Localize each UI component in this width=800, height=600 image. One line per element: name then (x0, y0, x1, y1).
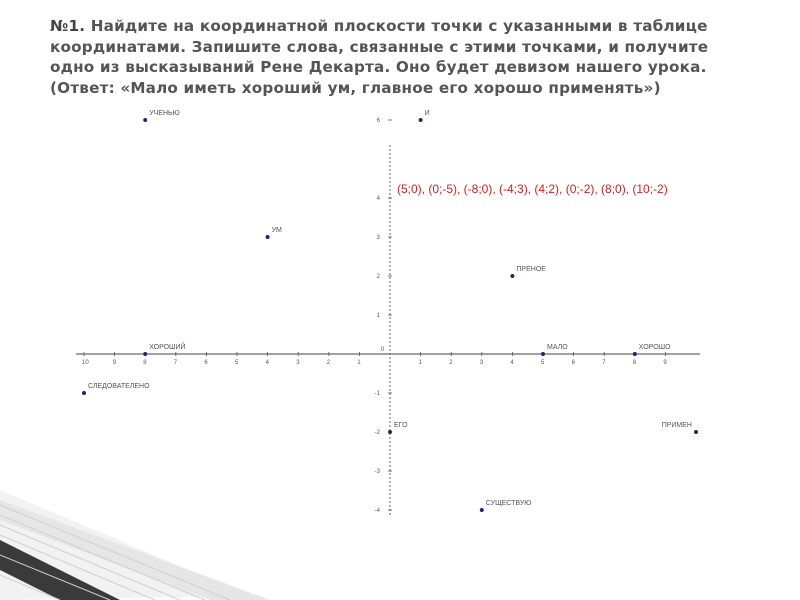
y-tick-label: 1 (376, 313, 380, 319)
x-tick-label: 6 (571, 360, 575, 366)
y-tick-label: 2 (376, 274, 380, 280)
x-tick-label: 1 (418, 360, 422, 366)
point-word-label: ХОРОШИЙ (149, 344, 186, 351)
x-tick-label: 7 (173, 360, 178, 366)
point-marker (143, 118, 147, 122)
x-tick-label: 3 (479, 360, 484, 366)
y-tick-label: -2 (374, 430, 380, 436)
y-tick-label: -1 (374, 391, 380, 397)
x-tick-label: 10 (82, 360, 89, 366)
point-word-label: УЧЕНЬЮ (149, 110, 180, 117)
y-tick-label: 3 (376, 235, 380, 241)
point-word-label: УМ (271, 227, 282, 234)
point-marker (82, 391, 86, 395)
point-marker (633, 352, 637, 356)
x-tick-label: 8 (143, 360, 147, 366)
point-word-label: СЛЕДОВАТЕЛЕНО (88, 383, 150, 390)
point-word-label: СУЩЕСТВУЮ (485, 500, 532, 507)
y-tick-label: -3 (374, 469, 380, 475)
point-marker (388, 430, 392, 434)
point-marker (480, 508, 484, 512)
x-tick-label: 2 (326, 360, 331, 366)
axis-ticks (82, 118, 667, 514)
x-tick-label: 1 (357, 360, 361, 366)
y-tick-label: 6 (376, 118, 380, 124)
x-tick-label: 8 (632, 360, 637, 366)
point-word-label: ЕГО (394, 422, 408, 429)
point-marker (510, 274, 514, 278)
point-marker (419, 118, 423, 122)
x-tick-label: 2 (449, 360, 453, 366)
point-marker (694, 430, 698, 434)
point-word-label: ХОРОШО (638, 344, 671, 351)
point-marker (541, 352, 545, 356)
x-tick-label: 4 (510, 360, 514, 366)
x-tick-label: 5 (541, 360, 545, 366)
point-word-label: ПРЕНОЕ (516, 266, 546, 273)
point-word-label: ПРИМЕН (661, 422, 692, 429)
coordinates-list: (5;0), (0;-5), (-8;0), (-4;3), (4;2), (0;-2), (8;0), (10;-2) (397, 182, 668, 196)
x-tick-label: 9 (112, 360, 116, 366)
x-tick-label: 9 (663, 360, 667, 366)
y-tick-label: -4 (374, 508, 380, 514)
point-word-label: И (424, 110, 430, 117)
page-curl-decoration (0, 490, 270, 600)
x-tick-label: 5 (235, 360, 239, 366)
x-tick-label: 7 (602, 360, 606, 366)
x-tick-label: 6 (204, 360, 208, 366)
point-marker (143, 352, 147, 356)
origin-label: 0 (381, 347, 385, 353)
x-tick-label: 3 (296, 360, 300, 366)
point-word-label: МАЛО (547, 344, 568, 351)
task-body: Найдите на координатной плоскости точки с указанными в таблице координатами. Запишите слова, связанные с этими точками, и получите одно из высказываний Рене Декарта. Оно будет девизом нашего урока. (Ответ: «Мало иметь хороший ум, главное его хорошо применять») (50, 17, 709, 97)
point-marker (266, 235, 270, 239)
x-tick-label: 4 (265, 360, 269, 366)
task-number: №1. (50, 17, 86, 35)
y-tick-label: 4 (376, 196, 380, 202)
